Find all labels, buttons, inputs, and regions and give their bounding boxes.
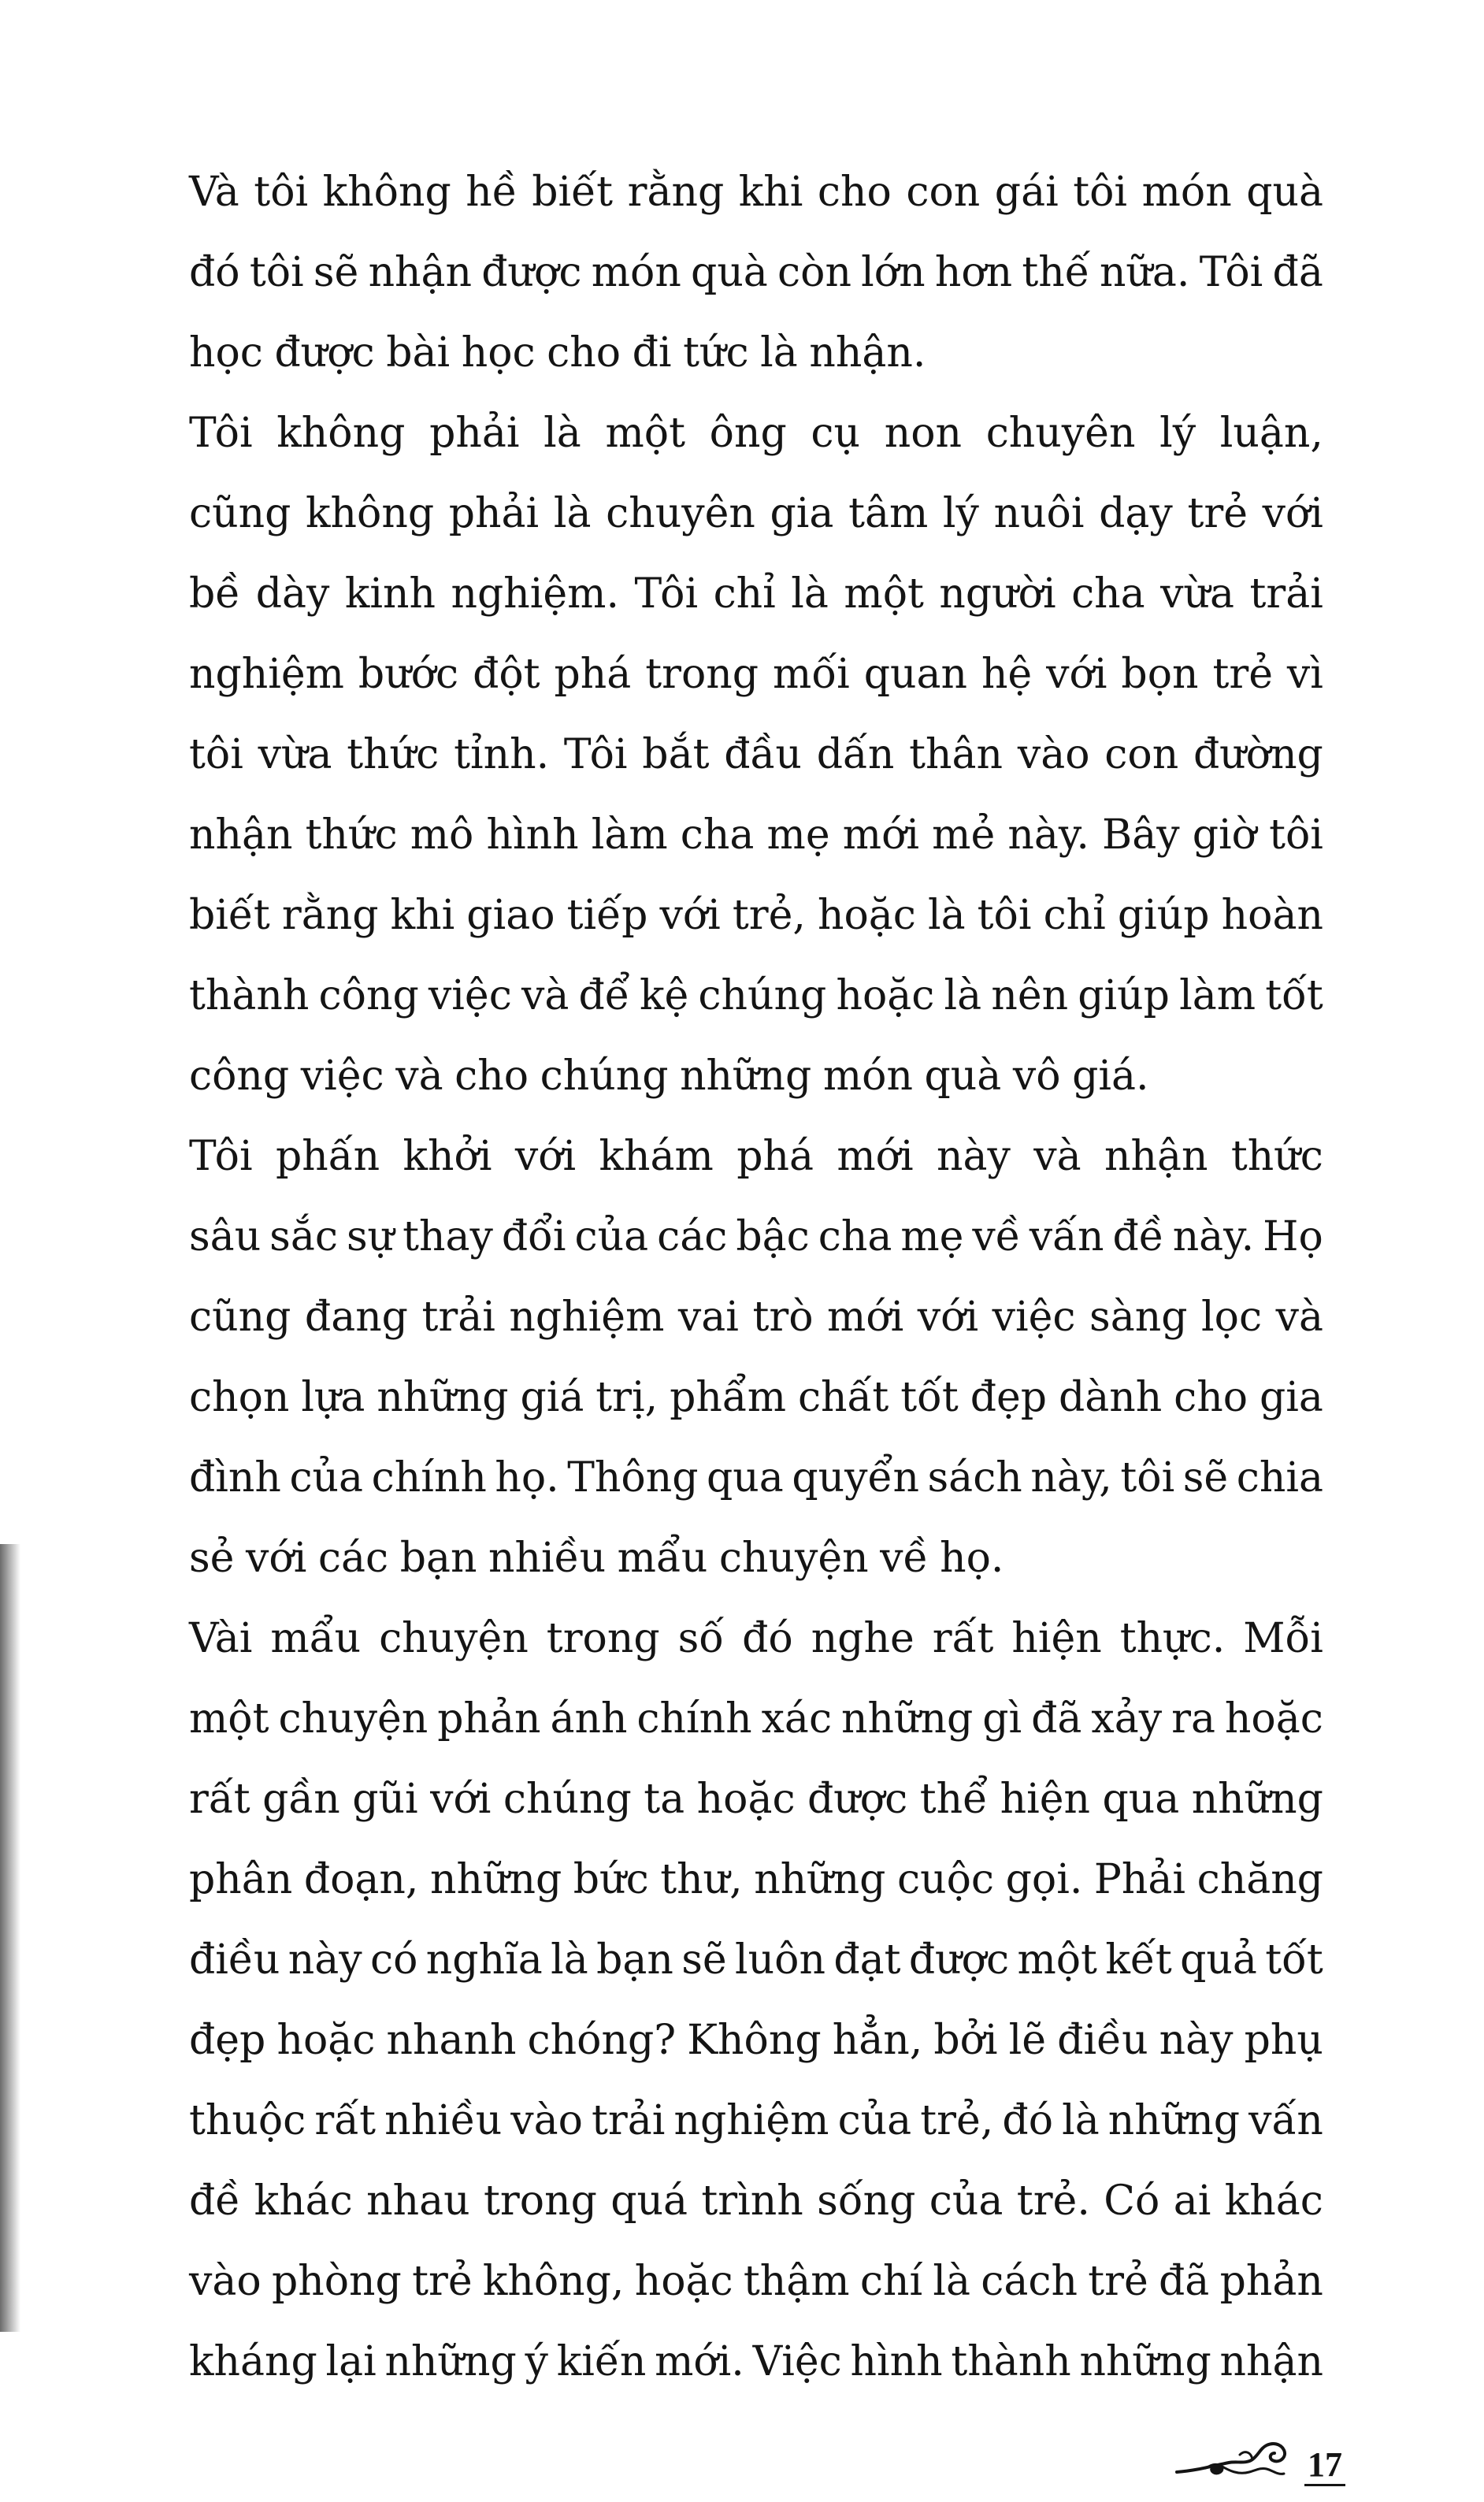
text-line: cũng không phải là chuyên gia tâm lý nuôi dạy trẻ với	[189, 490, 1323, 537]
text-line: đình của chính họ. Thông qua quyển sách này, tôi sẽ chia	[189, 1454, 1323, 1502]
text-line: vào phòng trẻ không, hoặc thậm chí là cách trẻ đã phản	[189, 2258, 1323, 2305]
text-line: biết rằng khi giao tiếp với trẻ, hoặc là tôi chỉ giúp hoàn	[189, 892, 1323, 939]
text-line: cũng đang trải nghiệm vai trò mới với việc sàng lọc và	[189, 1294, 1323, 1341]
text-line: sẻ với các bạn nhiều mẩu chuyện về họ.	[189, 1535, 1004, 1582]
page-footer	[1174, 2423, 1345, 2486]
body-text	[189, 132, 1323, 2385]
text-line: học được bài học cho đi tức là nhận.	[189, 329, 926, 377]
text-line: thành công việc và để kệ chúng hoặc là nên giúp làm tốt	[189, 972, 1323, 1019]
text-line: Tôi phấn khởi với khám phá mới này và nhận thức	[189, 1133, 1323, 1180]
text-line: rất gần gũi với chúng ta hoặc được thể hiện qua những	[189, 1776, 1323, 1823]
text-line: Và tôi không hề biết rằng khi cho con gái tôi món quà	[189, 169, 1323, 216]
text-line: Vài mẩu chuyện trong số đó nghe rất hiện thực. Mỗi	[189, 1615, 1323, 1662]
text-line: một chuyện phản ánh chính xác những gì đã xảy ra hoặc	[189, 1695, 1323, 1743]
text-line: bề dày kinh nghiệm. Tôi chỉ là một người cha vừa trải	[189, 570, 1323, 618]
page-number: 17	[1304, 2448, 1345, 2486]
text-line: tôi vừa thức tỉnh. Tôi bắt đầu dấn thân vào con đường	[189, 731, 1323, 778]
text-line: nhận thức mô hình làm cha mẹ mới mẻ này. Bây giờ tôi	[189, 811, 1323, 859]
text-line: điều này có nghĩa là bạn sẽ luôn đạt được một kết quả tốt	[189, 1936, 1323, 1984]
text-line: phân đoạn, những bức thư, những cuộc gọi. Phải chăng	[189, 1856, 1323, 1903]
text-line: đẹp hoặc nhanh chóng? Không hẳn, bởi lẽ điều này phụ	[189, 2017, 1323, 2064]
text-line: sâu sắc sự thay đổi của các bậc cha mẹ về vấn đề này. Họ	[189, 1213, 1323, 1260]
text-line: nghiệm bước đột phá trong mối quan hệ với bọn trẻ vì	[189, 651, 1323, 698]
text-line: đó tôi sẽ nhận được món quà còn lớn hơn thế nữa. Tôi đã	[189, 249, 1323, 296]
text-line: Tôi không phải là một ông cụ non chuyên lý luận,	[189, 410, 1323, 457]
text-line: đề khác nhau trong quá trình sống của trẻ. Có ai khác	[189, 2177, 1323, 2225]
text-line: công việc và cho chúng những món quà vô giá.	[189, 1052, 1149, 1100]
swirl-ornament-icon	[1174, 2431, 1300, 2486]
page-edge-shadow	[0, 1544, 20, 2332]
text-line: thuộc rất nhiều vào trải nghiệm của trẻ, đó là những vấn	[189, 2097, 1323, 2144]
text-line: kháng lại những ý kiến mới. Việc hình thành những nhận	[189, 2338, 1323, 2385]
text-line: chọn lựa những giá trị, phẩm chất tốt đẹp dành cho gia	[189, 1374, 1323, 1421]
